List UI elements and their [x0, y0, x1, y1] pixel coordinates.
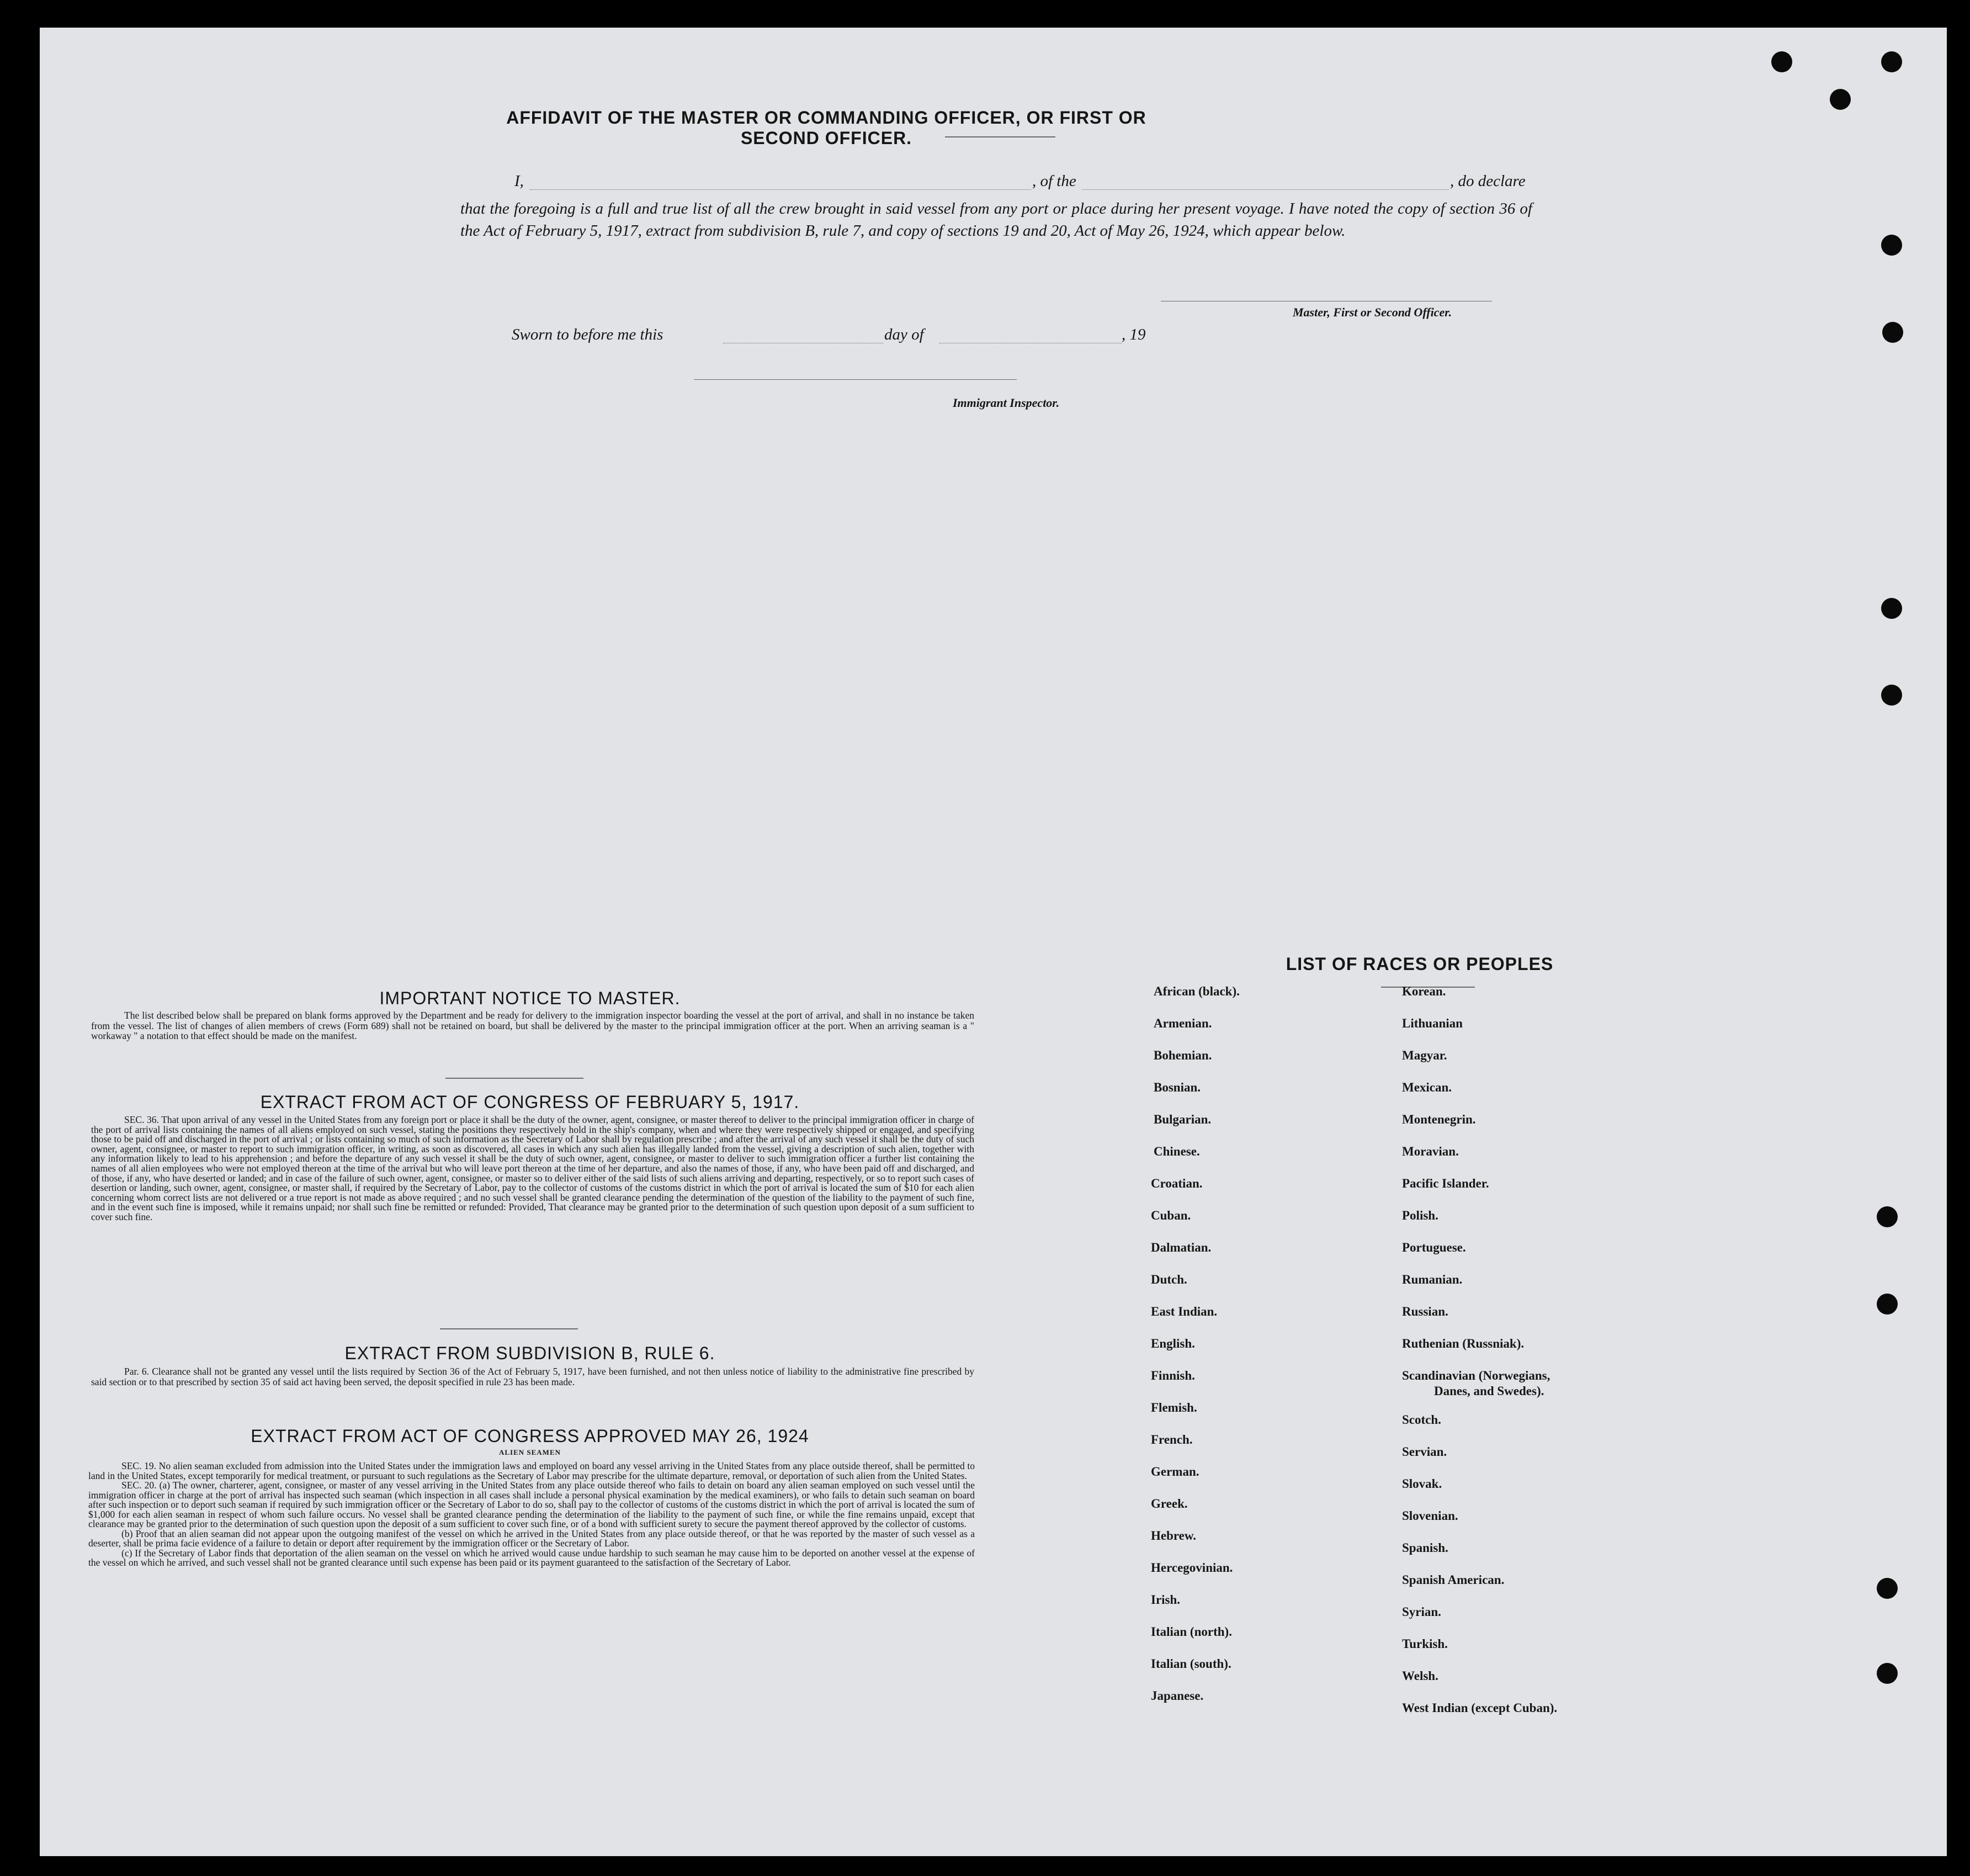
extract-1924-subtitle: ALIEN SEAMEN [498, 1448, 561, 1456]
race-item: Hebrew. [1151, 1529, 1196, 1543]
race-item: German. [1151, 1465, 1199, 1478]
race-item: Chinese. [1154, 1144, 1200, 1158]
sworn-prefix: Sworn to before me this [512, 326, 663, 343]
race-item: Magyar. [1402, 1048, 1447, 1062]
affidavit-title: AFFIDAVIT OF THE MASTER OR COMMANDING OFFICER, OR FIRST OR SECOND OFFICER. [506, 108, 1146, 148]
race-item: Greek. [1151, 1497, 1188, 1511]
sworn-day-of: day of [884, 326, 924, 343]
race-item: Irish. [1151, 1593, 1181, 1607]
race-item: French. [1151, 1433, 1193, 1446]
race-item: Servian. [1402, 1445, 1447, 1459]
inspector-signature-line[interactable] [694, 379, 1017, 380]
sworn-year: , 19 [1122, 326, 1146, 343]
race-item: Bulgarian. [1154, 1112, 1212, 1126]
extract-1917-text: SEC. 36. That upon arrival of any vessel in the United States from any foreign port or place it shall be the duty of the owner, agent, consignee, or master thereof to deliver to the principal immigration officer in charge of the port of arrival lists containing the names of all aliens employed on such vessel, stating the positions they respectively hold in the ship's company, when and where they were respectively shipped or engaged, and specifying those to be paid off and discharged in the port of arrival ; or lists containing so much of such information as the Secretary of Labor shall by regulation prescribe ; and after the arrival of any such vessel it shall be the duty of such owner, agent, consignee, or master to report to such immigration officer, in writing, as soon as discovered, all cases in which any such alien has illegally landed from the vessel, giving a description of such alien, together with any information likely to lead to his apprehension ; and before the departure of any such vessel it shall be the duty of such owner, agent, consignee, or master to deliver to such immigration officer a further list containing the names of all alien employees who were not employed thereon at the time of the arrival but who will leave port thereon at the time of her departure, and also the names of those, if any, who have been paid off and discharged, and of those, if any, who have deserted or landed; and in case of the failure of such owner, agent, consignee, or master so to deliver either of the said lists of such aliens arriving and departing, respectively, or so to report such cases of desertion or landing, such owner, agent, consignee, or master shall, if required by the Secretary of Labor, pay to the collector of customs of the customs district in which the port of arrival is located the sum of $10 for each alien concerning whom correct lists are not delivered or a true report is not made as above required ; and no such vessel shall be granted clearance pending the determination of the question of the liability to the payment of such fine, and in the event such fine is imposed, while it remains unpaid; nor shall such fine be remitted or refunded: Provided, That clearance may be granted prior to the determination of such question upon deposit of a sum sufficient to cover such fine. [91, 1114, 974, 1222]
race-item: Dalmatian. [1151, 1241, 1212, 1254]
race-item: Flemish. [1151, 1401, 1197, 1414]
document-page [40, 28, 1947, 1856]
punch-hole [1877, 1578, 1898, 1599]
race-item: Montenegrin. [1402, 1112, 1476, 1126]
race-item: Bosnian. [1154, 1080, 1201, 1094]
punch-hole [1881, 235, 1902, 256]
sec-20a-text: SEC. 20. (a) The owner, charterer, agent, consignee, or master of any vessel arriving in the United States from any place outside thereof who fails to detain on board any alien seaman employed on such vessel until the immigration officer in charge at the port of arrival has inspected such seaman (which inspection in all cases shall include a personal physical examination by the medical examiners), or who fails to detain such seaman on board after such inspection or to deport such seaman if required by such immigration officer or the Secretary of Labor to do so, shall pay to the collector of customs of the customs district in which the port of arrival is located the sum of $1,000 for each alien seaman in respect of whom such failure occurs. No vessel shall be granted clearance pending the determination of the liability to the payment of such fine, or while the fine remains unpaid, except that clearance may be granted prior to the determination of such question upon the deposit of a sum sufficient to cover such fine, or of a bond with sufficient surety to secure the payment thereof approved by the collector of customs. [88, 1480, 975, 1529]
race-item: English. [1151, 1337, 1195, 1350]
race-item: Danes, and Swedes). [1434, 1384, 1544, 1398]
race-item: Slovak. [1402, 1477, 1442, 1491]
race-item: Finnish. [1151, 1369, 1195, 1382]
race-item: Russian. [1402, 1305, 1448, 1318]
race-item: Mexican. [1402, 1080, 1452, 1094]
race-item: Polish. [1402, 1209, 1438, 1222]
extract-rule6-title: EXTRACT FROM SUBDIVISION B, RULE 6. [344, 1343, 715, 1363]
extract-1924-title: EXTRACT FROM ACT OF CONGRESS APPROVED MAY 26, 1924 [251, 1426, 809, 1446]
divider-1 [445, 1078, 583, 1079]
race-item: Scotch. [1402, 1413, 1441, 1427]
race-item: Rumanian. [1402, 1273, 1463, 1286]
notice-text: The list described below shall be prepared on blank forms approved by the Department and be ready for delivery to the immigration inspector boarding the vessel at the port of arrival, and shall in no instance be taken from the vessel. The list of changes of alien members of crews (Form 689) shall not be retained on board, but shall be delivered by the master to the principal immigration officer at the port. When an arriving seaman is a " workaway " a notation to that effect should be made on the manifest. [91, 1010, 974, 1041]
race-item: Syrian. [1402, 1605, 1441, 1619]
extract-1924-sections [88, 1461, 975, 1568]
vessel-name-field[interactable] [1082, 189, 1449, 190]
race-item: Spanish. [1402, 1541, 1448, 1555]
punch-hole [1877, 1206, 1898, 1227]
race-item: Cuban. [1151, 1209, 1191, 1222]
race-item: Pacific Islander. [1402, 1177, 1489, 1190]
punch-hole [1881, 51, 1902, 72]
race-item: Dutch. [1151, 1273, 1187, 1286]
race-item: Lithuanian [1402, 1016, 1463, 1030]
race-item: Bohemian. [1154, 1048, 1212, 1062]
race-item: Spanish American. [1402, 1573, 1505, 1587]
sec-20b-text: (b) Proof that an alien seaman did not appear upon the outgoing manifest of the vessel on which he arrived in the United States from any place outside thereof, or that he was reported by the master of such vessel as a deserter, shall be prima facie evidence of a failure to detain or deport after requirement by the immigration officer or the Secretary of Labor. [88, 1528, 975, 1549]
race-item: Scandinavian (Norwegians, [1402, 1369, 1550, 1382]
race-item: West Indian (except Cuban). [1402, 1701, 1558, 1715]
notice-title: IMPORTANT NOTICE TO MASTER. [379, 988, 681, 1008]
punch-hole [1881, 685, 1902, 706]
vessel-label: , of the [1032, 172, 1076, 190]
race-item: Armenian. [1154, 1016, 1212, 1030]
race-item: Welsh. [1402, 1669, 1438, 1683]
race-item: Hercegovinian. [1151, 1561, 1233, 1575]
race-item: Italian (north). [1151, 1625, 1232, 1639]
race-item: Japanese. [1151, 1689, 1204, 1703]
race-item: African (black). [1154, 984, 1240, 998]
sec-20c-text: (c) If the Secretary of Labor finds that deportation of the alien seaman on the vessel on which he arrived would cause undue hardship to such seaman he may cause him to be deported on another vessel at the expense of the vessel on which he arrived, and such vessel shall not be granted clearance until such expense has been paid or its payment guaranteed to the satisfaction of the Secretary of Labor. [88, 1547, 975, 1568]
punch-hole [1830, 89, 1851, 110]
punch-hole [1882, 322, 1903, 343]
race-item: East Indian. [1151, 1305, 1218, 1318]
declare-text: , do declare [1450, 172, 1526, 190]
declarant-prefix: I, [514, 172, 524, 190]
title-divider [945, 136, 1055, 137]
race-item: Portuguese. [1402, 1241, 1466, 1254]
punch-hole [1877, 1294, 1898, 1315]
punch-hole [1877, 1663, 1898, 1684]
punch-hole [1771, 51, 1792, 72]
declarant-name-field[interactable] [530, 189, 1031, 190]
race-item: Ruthenian (Russniak). [1402, 1337, 1525, 1350]
race-item: Croatian. [1151, 1177, 1203, 1190]
punch-hole [1881, 598, 1902, 619]
extract-rule6-text: Par. 6. Clearance shall not be granted any vessel until the lists required by Section 36 of the Act of February 5, 1917, have been furnished, and not then unless notice of liability to the administrative fine prescribed by said section or to that prescribed by section 35 of said act having been served, the deposit specified in rule 23 has been made. [91, 1366, 974, 1387]
extract-1917-title: EXTRACT FROM ACT OF CONGRESS OF FEBRUARY 5, 1917. [260, 1092, 800, 1112]
divider-2 [440, 1328, 578, 1329]
race-item: Turkish. [1402, 1637, 1448, 1651]
race-item: Slovenian. [1402, 1509, 1458, 1523]
race-item: Moravian. [1402, 1144, 1459, 1158]
inspector-signature-label: Immigrant Inspector. [953, 396, 1060, 410]
master-signature-label: Master, First or Second Officer. [1293, 305, 1452, 319]
sec-19-text: SEC. 19. No alien seaman excluded from admission into the United States under the immigration laws and employed on board any vessel arriving in the United States from any place outside thereof, shall be permitted to land in the United States, except temporarily for medical treatment, or pursuant to such regulations as the Secretary of Labor may prescribe for the ultimate departure, removal, or deportation of such alien from the United States. [88, 1460, 975, 1481]
races-title: LIST OF RACES OR PEOPLES [1286, 954, 1554, 974]
race-item: Korean. [1402, 984, 1446, 998]
race-item: Italian (south). [1151, 1657, 1231, 1671]
affidavit-paragraph: that the foregoing is a full and true list of all the crew brought in said vessel from any port or place during her present voyage. I have noted the copy of section 36 of the Act of February 5, 1917, extract from subdivision B, rule 7, and copy of sections 19 and 20, Act of May 26, 1924, which appear below. [460, 200, 1532, 240]
